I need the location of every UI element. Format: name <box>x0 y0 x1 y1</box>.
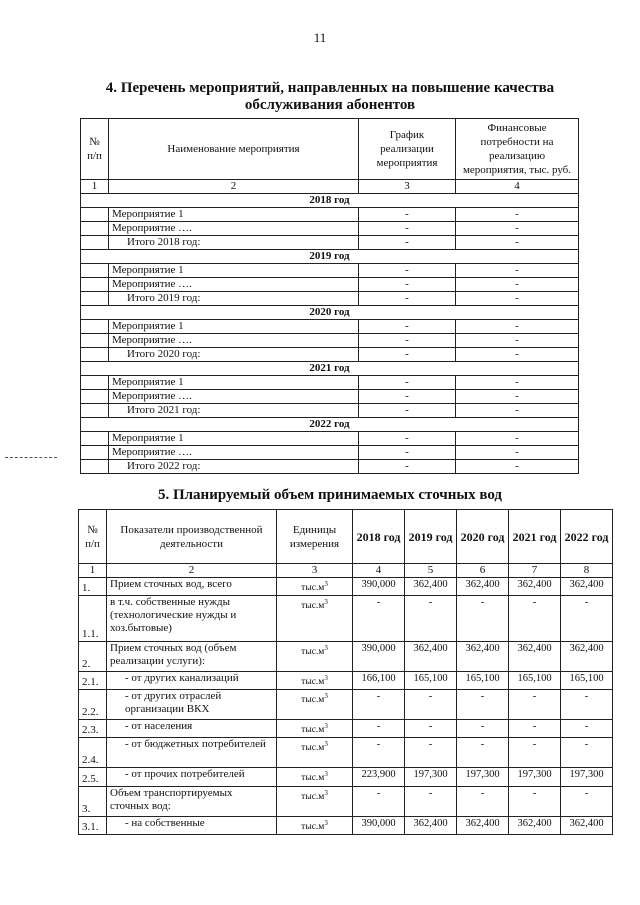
wastewater-table-col-numbers <box>79 564 613 578</box>
year-value: - <box>457 738 509 768</box>
year-value: 165,100 <box>561 672 613 690</box>
year-value: - <box>353 720 405 738</box>
schedule-value: - <box>359 348 456 362</box>
wastewater-table-header <box>79 510 613 564</box>
year-value: - <box>405 786 457 816</box>
year-value: 197,300 <box>457 768 509 786</box>
activity-name: Мероприятие 1 <box>109 432 359 446</box>
header-num: № п/п <box>81 119 109 180</box>
unit-superscript: 3 <box>324 644 328 653</box>
unit-text: тыс.м <box>301 773 325 784</box>
finance-value: - <box>456 264 579 278</box>
row-num-cell <box>81 236 109 250</box>
total-label: Итого 2022 год: <box>109 460 359 474</box>
row-number: 1. <box>79 578 107 596</box>
unit-superscript: 3 <box>324 770 328 779</box>
row-num-cell <box>81 390 109 404</box>
schedule-value: - <box>359 320 456 334</box>
activity-name: Мероприятие …. <box>109 446 359 460</box>
unit-superscript: 3 <box>324 722 328 731</box>
row-num-cell <box>81 292 109 306</box>
header-activity-name: Наименование мероприятия <box>109 119 359 180</box>
schedule-value: - <box>359 404 456 418</box>
header-indicator: Показатели производственной деятельности <box>107 510 277 564</box>
activity-row <box>81 432 579 446</box>
row-num-cell <box>81 278 109 292</box>
schedule-value: - <box>359 390 456 404</box>
activity-row <box>81 390 579 404</box>
year-value: - <box>405 596 457 642</box>
year-value: - <box>405 720 457 738</box>
unit-superscript: 3 <box>324 580 328 588</box>
year-value: 362,400 <box>457 816 509 834</box>
year-value: 362,400 <box>405 578 457 596</box>
finance-value: - <box>456 376 579 390</box>
year-group-row <box>81 418 579 432</box>
year-value: 197,300 <box>405 768 457 786</box>
finance-value: - <box>456 320 579 334</box>
total-row <box>81 460 579 474</box>
year-value: 390,000 <box>353 642 405 672</box>
finance-value: - <box>456 432 579 446</box>
year-value: - <box>353 786 405 816</box>
finance-value: - <box>456 404 579 418</box>
unit-text: тыс.м <box>301 647 325 658</box>
table-row <box>79 768 613 786</box>
year-label: 2018 год <box>81 194 579 208</box>
year-value: 362,400 <box>561 642 613 672</box>
indicator-name: Объем транспортируемых сточных вод: <box>107 786 277 816</box>
year-value: - <box>561 720 613 738</box>
year-value: 362,400 <box>561 816 613 834</box>
year-value: - <box>561 690 613 720</box>
finance-value: - <box>456 292 579 306</box>
unit-text: тыс.м <box>301 601 325 612</box>
col-number: 4 <box>353 564 405 578</box>
col-number: 2 <box>109 180 359 194</box>
table-row <box>79 578 613 596</box>
year-value: 166,100 <box>353 672 405 690</box>
header-schedule: График реализации мероприятия <box>359 119 456 180</box>
year-value: 362,400 <box>509 578 561 596</box>
col-number: 1 <box>81 180 109 194</box>
indicator-name: Прием сточных вод, всего <box>107 578 277 596</box>
total-row <box>81 236 579 250</box>
total-row <box>81 348 579 362</box>
unit-cell <box>277 642 353 672</box>
header-year: 2020 год <box>457 510 509 564</box>
margin-mark <box>5 457 57 458</box>
year-value: - <box>509 786 561 816</box>
col-number: 3 <box>277 564 353 578</box>
finance-value: - <box>456 222 579 236</box>
row-number: 2. <box>79 642 107 672</box>
finance-value: - <box>456 208 579 222</box>
activity-row <box>81 320 579 334</box>
year-value: 362,400 <box>509 816 561 834</box>
unit-cell <box>277 672 353 690</box>
indicator-name: - от прочих потребителей <box>107 768 277 786</box>
unit-cell <box>277 816 353 834</box>
total-label: Итого 2021 год: <box>109 404 359 418</box>
activity-name: Мероприятие …. <box>109 278 359 292</box>
activity-row <box>81 334 579 348</box>
total-label: Итого 2020 год: <box>109 348 359 362</box>
unit-text: тыс.м <box>301 583 325 594</box>
table-row <box>79 816 613 834</box>
year-label: 2020 год <box>81 306 579 320</box>
activity-name: Мероприятие …. <box>109 222 359 236</box>
table-row <box>79 738 613 768</box>
year-group-row <box>81 250 579 264</box>
year-label: 2019 год <box>81 250 579 264</box>
col-number: 8 <box>561 564 613 578</box>
header-unit: Единицы измерения <box>277 510 353 564</box>
indicator-name: - от других канализаций <box>107 672 277 690</box>
indicator-name: в т.ч. собственные нужды (технологические нужды и хоз.бытовые) <box>107 596 277 642</box>
activities-table-col-numbers <box>81 180 579 194</box>
header-year: 2019 год <box>405 510 457 564</box>
table-row <box>79 672 613 690</box>
activity-name: Мероприятие …. <box>109 390 359 404</box>
year-value: 197,300 <box>509 768 561 786</box>
section4-title-line2: обслуживания абонентов <box>244 97 416 113</box>
row-num-cell <box>81 222 109 236</box>
year-value: 362,400 <box>405 816 457 834</box>
activities-table <box>80 118 579 474</box>
header-year: 2021 год <box>509 510 561 564</box>
unit-cell <box>277 720 353 738</box>
unit-text: тыс.м <box>301 821 325 832</box>
year-value: - <box>353 738 405 768</box>
unit-superscript: 3 <box>324 692 328 701</box>
table-row <box>79 690 613 720</box>
row-number: 2.3. <box>79 720 107 738</box>
activity-row <box>81 222 579 236</box>
year-label: 2022 год <box>81 418 579 432</box>
section5-title: 5. Планируемый объем принимаемых сточных вод <box>157 487 503 503</box>
year-value: - <box>457 720 509 738</box>
header-finance: Финансовые потребности на реализацию мероприятия, тыс. руб. <box>456 119 579 180</box>
finance-value: - <box>456 460 579 474</box>
unit-text: тыс.м <box>301 725 325 736</box>
row-number: 2.4. <box>79 738 107 768</box>
year-value: 362,400 <box>457 578 509 596</box>
year-group-row <box>81 306 579 320</box>
indicator-name: - на собственные <box>107 816 277 834</box>
unit-cell <box>277 578 353 596</box>
row-num-cell <box>81 376 109 390</box>
unit-superscript: 3 <box>324 740 328 749</box>
page-number: 11 <box>313 30 327 45</box>
col-number: 3 <box>359 180 456 194</box>
schedule-value: - <box>359 376 456 390</box>
row-num-cell <box>81 432 109 446</box>
row-num-cell <box>81 320 109 334</box>
row-number: 3. <box>79 786 107 816</box>
unit-superscript: 3 <box>324 598 328 607</box>
header-year: 2018 год <box>353 510 405 564</box>
year-value: 165,100 <box>405 672 457 690</box>
activity-name: Мероприятие 1 <box>109 376 359 390</box>
header-num: № п/п <box>79 510 107 564</box>
year-value: - <box>405 738 457 768</box>
activity-name: Мероприятие 1 <box>109 320 359 334</box>
total-label: Итого 2018 год: <box>109 236 359 250</box>
activities-table-header <box>81 119 579 180</box>
year-value: - <box>457 690 509 720</box>
finance-value: - <box>456 334 579 348</box>
finance-value: - <box>456 446 579 460</box>
schedule-value: - <box>359 334 456 348</box>
schedule-value: - <box>359 236 456 250</box>
schedule-value: - <box>359 278 456 292</box>
activity-name: Мероприятие 1 <box>109 264 359 278</box>
year-value: - <box>353 596 405 642</box>
activity-row <box>81 446 579 460</box>
unit-superscript: 3 <box>324 788 328 797</box>
indicator-name: - от бюджетных потребителей <box>107 738 277 768</box>
row-number: 2.1. <box>79 672 107 690</box>
row-num-cell <box>81 446 109 460</box>
col-number: 4 <box>456 180 579 194</box>
year-value: - <box>561 596 613 642</box>
col-number: 2 <box>107 564 277 578</box>
year-group-row <box>81 362 579 376</box>
row-num-cell <box>81 460 109 474</box>
year-value: - <box>561 786 613 816</box>
year-value: 362,400 <box>561 578 613 596</box>
year-value: - <box>405 690 457 720</box>
table-row <box>79 596 613 642</box>
schedule-value: - <box>359 446 456 460</box>
activity-name: Мероприятие …. <box>109 334 359 348</box>
wastewater-table <box>78 509 613 835</box>
indicator-name: - от других отраслей организации ВКХ <box>107 690 277 720</box>
header-year: 2022 год <box>561 510 613 564</box>
year-value: 390,000 <box>353 578 405 596</box>
unit-cell <box>277 596 353 642</box>
row-number: 3.1. <box>79 816 107 834</box>
schedule-value: - <box>359 292 456 306</box>
row-num-cell <box>81 334 109 348</box>
year-value: 390,000 <box>353 816 405 834</box>
indicator-name: Прием сточных вод (объем реализации услуги): <box>107 642 277 672</box>
col-number: 5 <box>405 564 457 578</box>
unit-cell <box>277 738 353 768</box>
col-number: 6 <box>457 564 509 578</box>
year-value: 197,300 <box>561 768 613 786</box>
year-value: - <box>457 596 509 642</box>
year-value: - <box>509 596 561 642</box>
unit-cell <box>277 690 353 720</box>
row-number: 2.2. <box>79 690 107 720</box>
col-number: 7 <box>509 564 561 578</box>
unit-text: тыс.м <box>301 791 325 802</box>
year-value: - <box>509 720 561 738</box>
year-value: - <box>353 690 405 720</box>
unit-text: тыс.м <box>301 743 325 754</box>
section4-title <box>80 80 580 114</box>
section4-title-line1: 4. Перечень мероприятий, направленных на повышение качества <box>105 80 555 96</box>
row-number: 1.1. <box>79 596 107 642</box>
finance-value: - <box>456 236 579 250</box>
row-num-cell <box>81 208 109 222</box>
activity-row <box>81 264 579 278</box>
col-number: 1 <box>79 564 107 578</box>
year-value: 165,100 <box>457 672 509 690</box>
schedule-value: - <box>359 208 456 222</box>
activity-name: Мероприятие 1 <box>109 208 359 222</box>
year-value: 362,400 <box>405 642 457 672</box>
finance-value: - <box>456 390 579 404</box>
unit-superscript: 3 <box>324 818 328 827</box>
year-value: - <box>509 690 561 720</box>
total-row <box>81 292 579 306</box>
year-value: - <box>509 738 561 768</box>
row-num-cell <box>81 264 109 278</box>
schedule-value: - <box>359 222 456 236</box>
table-row <box>79 786 613 816</box>
year-value: 362,400 <box>509 642 561 672</box>
year-value: - <box>561 738 613 768</box>
table-row <box>79 720 613 738</box>
row-num-cell <box>81 404 109 418</box>
row-num-cell <box>81 348 109 362</box>
unit-text: тыс.м <box>301 695 325 706</box>
schedule-value: - <box>359 460 456 474</box>
total-label: Итого 2019 год: <box>109 292 359 306</box>
finance-value: - <box>456 348 579 362</box>
table-row <box>79 642 613 672</box>
indicator-name: - от населения <box>107 720 277 738</box>
year-value: 223,900 <box>353 768 405 786</box>
activity-row <box>81 278 579 292</box>
year-value: - <box>457 786 509 816</box>
schedule-value: - <box>359 264 456 278</box>
activity-row <box>81 376 579 390</box>
year-label: 2021 год <box>81 362 579 376</box>
unit-text: тыс.м <box>301 677 325 688</box>
year-group-row <box>81 194 579 208</box>
unit-cell <box>277 786 353 816</box>
unit-cell <box>277 768 353 786</box>
year-value: 362,400 <box>457 642 509 672</box>
year-value: 165,100 <box>509 672 561 690</box>
schedule-value: - <box>359 432 456 446</box>
total-row <box>81 404 579 418</box>
activity-row <box>81 208 579 222</box>
finance-value: - <box>456 278 579 292</box>
unit-superscript: 3 <box>324 674 328 683</box>
row-number: 2.5. <box>79 768 107 786</box>
